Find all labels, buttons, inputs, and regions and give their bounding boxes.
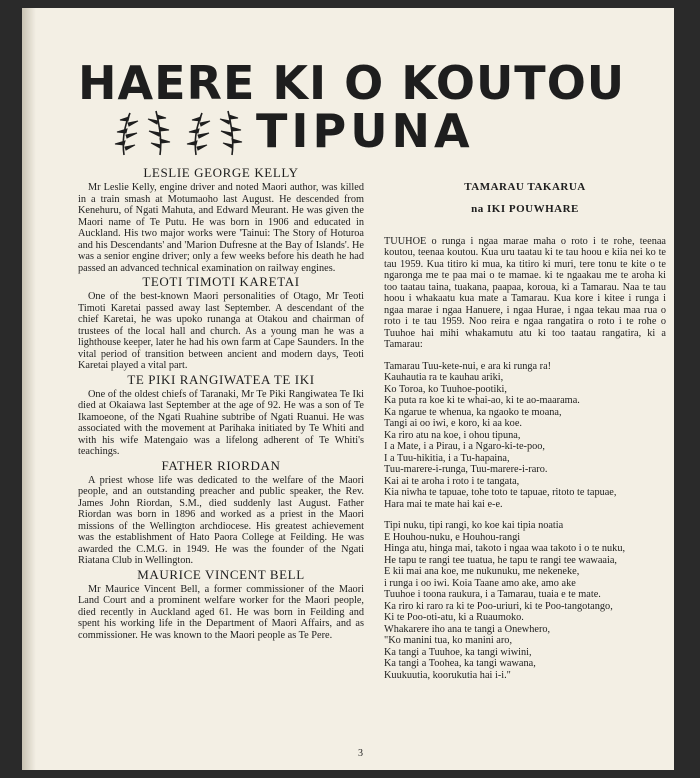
obituaries-column <box>78 166 364 642</box>
verse-line: Tuu-marere-i-runga, Tuu-marere-i-raro. <box>384 464 548 475</box>
section-body: Mr Maurice Vincent Bell, a former commissioner of the Maori Land Court and a prominent welfare worker for the Maori people, died recently in Auckland aged 61. He was born in Feilding and spent his working life in the Department of Maori Affairs, and as commissioner. He was known to the Maori people as Te Pere. <box>78 583 364 641</box>
obituary-section <box>78 166 364 274</box>
fern-icon <box>187 113 210 155</box>
verse-line: Ka riro ki raro ra ki te Poo-uriuri, ki te Poo-tangotango, <box>384 600 613 612</box>
verse-line: "Ko manini tua, ko manini aro, <box>384 635 513 646</box>
page-heading-line1: HAERE KI O KOUTOU <box>78 56 626 110</box>
verse-line: Ka riro atu na koe, i ohou tipuna, <box>384 429 521 441</box>
verse-line: I a Tuu-hikitia, i a Tu-hapaina, <box>384 452 510 464</box>
verse-line: Ko Toroa, ko Tuuhoe-pootiki, <box>384 383 507 395</box>
obituary-section <box>78 373 364 458</box>
section-title: FATHER RIORDAN <box>161 457 281 473</box>
verse-line: Ka ngarue te whenua, ka ngaoko te moana, <box>384 406 562 418</box>
verse-line: Hinga atu, hinga mai, takoto i ngaa waa takoto i o te nuku, <box>384 543 626 554</box>
verse-line: Kuukuutia, koorukutia hai i-i." <box>384 669 511 681</box>
verse-line: I a Mate, i a Pirau, i a Ngaro-ki-te-poo, <box>384 441 545 452</box>
verse-line: Tangi ai oo iwi, e koro, ki aa koe. <box>384 418 522 429</box>
verse-line: Whakarere iho ana te tangi a Onewhero, <box>384 623 551 635</box>
lament-author: na IKI POUWHARE <box>471 203 579 215</box>
section-body: Mr Leslie Kelly, engine driver and noted Maori author, was killed in a train smash at Motumaoho last August. He descended from Kenehuru, of Ngati Mahuta, and Edward Meurant. He was given the Maori name of Te Putu. He was born in 1906 and educated in Auckland. His two major works were 'Tainui: The Story of Hoturoa and his Descendants' and 'Marion Dufresne at the Bay of Islands'. He was a senior engine driver; only a few weeks before his death he had passed an advanced technical examination on railway engines. <box>78 182 364 274</box>
verse-line: Ka tangi a Tuuhoe, ka tangi wiwini, <box>384 646 532 658</box>
verse-line: Tamarau Tuu-kete-nui, e ara ki runga ra! <box>384 360 552 372</box>
lament-intro: TUUHOE o runga i ngaa marae maha o roto i te rohe, teenaa koutou, teenaa koutou. Kua uru taatau ki te tau hoou e kiia nei ko te tau 1959. Kua titiro ki mua, ka titiro ki muri, tere tonu te kite o te ngaronga me te paa mai o te mamae. ki te ngaakau me te aroha ki too taatau taina, tuakana, paapaa, koroua, ki a Tamarau. Naa te tau hoou i whakaatu kua mate a Tamarau. Kua kore i kitee i runga i ngaa marae i ngaa Hanuere, i ngaa Hurae, i ngaa tekau maa rua o roto i te tau 1959. Noo reira e ngaa rangatira o roto i te rohe o Tuuhoe hai mihi whakamutu atu ki too taatau rangatira, ki a Tamarau: <box>384 235 666 350</box>
verse-line: Tipi nuku, tipi rangi, ko koe kai tipia noatia <box>384 520 564 531</box>
verse-line: Kai ai te aroha i roto i te tangata, <box>384 475 520 487</box>
section-body: A priest whose life was dedicated to the welfare of the Maori people, and an outstanding preacher and public speaker, the Rev. James John Riordan, S.M., died suddenly last August. Father Riordan was born in 1896 and worked as a priest in the Maori missions of the Wellington archdiocese. His greatest achievement was the establishment of Hato Paora College at Feilding. He was awarded the C.M.G. in 1949. He was the founder of the Ngati Riatana Club in Wellington. <box>78 474 364 566</box>
lament-column <box>384 180 666 691</box>
verse-line: Hara mai te mate hai kai e-e. <box>384 498 503 510</box>
verse-line: Ka puta ra koe ki te whai-ao, ki te ao-maarama. <box>384 395 580 406</box>
verse-line: Ka tangi a Toohea, ka tangi wawana, <box>384 658 536 669</box>
fern-icon <box>115 113 138 155</box>
obituary-section <box>78 568 364 642</box>
verse-line: Ki te Poo-oti-atu, ki a Ruaumoko. <box>384 612 524 623</box>
page-number: 3 <box>358 748 363 759</box>
verse-line: E kii mai ana koe, me nukunuku, me nekeneke, <box>384 566 580 577</box>
fern-icon <box>148 111 170 155</box>
section-title: TE PIKI RANGIWATEA TE IKI <box>127 371 315 387</box>
verse-line: Tuuhoe i toona raukura, i a Tamarau, tuaia e te mate. <box>384 589 601 600</box>
verse-line: i runga i oo iwi. Koia Taane amo ake, amo ake <box>384 577 576 589</box>
section-title: TEOTI TIMOTI KARETAI <box>142 274 300 289</box>
verse-line: Kia niwha te tapuae, tohe toto te tapuae, ritoto te tapuae, <box>384 487 617 498</box>
page-edge-shadow <box>22 8 36 770</box>
obituary-section <box>78 275 364 372</box>
verse-line: E Houhou-nuku, e Houhou-rangi <box>384 531 521 543</box>
section-title: MAURICE VINCENT BELL <box>137 566 305 582</box>
lament-title: TAMARAU TAKARUA <box>464 181 586 193</box>
magazine-page <box>22 8 674 770</box>
lament-stanza-1 <box>384 361 666 511</box>
section-title: LESLIE GEORGE KELLY <box>143 165 299 180</box>
section-body: One of the best-known Maori personalities of Otago, Mr Teoti Timoti Karetai passed away last September. A descendant of the chief Karetai, he was upoko runanga at Otakou and chairman of trustees of the local hall and church. As a young man he was a lighthouse keeper, later he had his own farm at Cape Saunders. In the vital period of transition between ancient and modern days, Teoti Karetai played a vital part. <box>78 291 364 371</box>
verse-line: Kauhautia ra te kauhau ariki, <box>384 372 504 383</box>
page-heading-line2: TIPUNA <box>256 104 474 158</box>
verse-line: He tapu te rangi tee tuatua, he tapu te rangi tee wawaaia, <box>384 554 617 566</box>
lament-stanza-2 <box>384 520 666 681</box>
fern-icon <box>220 111 242 155</box>
fern-ornaments <box>106 105 256 157</box>
section-body: One of the oldest chiefs of Taranaki, Mr Te Piki Rangiwatea Te Iki died at Okaiawa last September at the age of 92. He was a son of Te Ikamoeone, of the Ngati Ruahine subtribe of Ngati Ruanui. He was associated with the movement at Parihaka initiated by Te Whiti and with his wife Matengaio was a lifelong adherent of Te Whiti's teachings. <box>78 388 364 457</box>
obituary-section <box>78 459 364 567</box>
